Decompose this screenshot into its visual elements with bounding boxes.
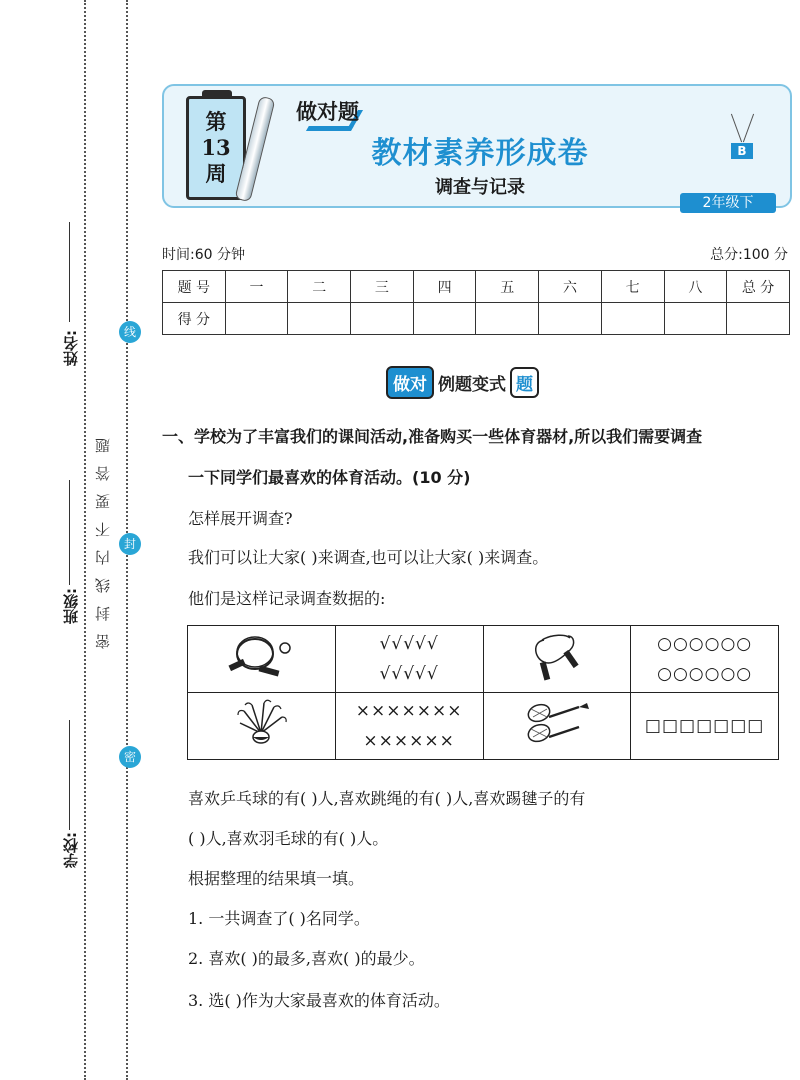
shuttlecock-tally-line: ×××××× [363, 731, 455, 751]
score-header-cell: 五 [476, 271, 539, 303]
score-cell[interactable] [664, 303, 727, 335]
score-row-label: 得 分 [163, 303, 226, 335]
score-cell[interactable] [225, 303, 288, 335]
pingpong-paddle-icon [221, 628, 301, 686]
survey-record-table [187, 625, 779, 760]
shuttlecock-tally-line: ××××××× [355, 701, 463, 721]
subquestion-2: 2. 喜欢( )的最多,喜欢( )的最少。 [188, 949, 425, 968]
score-header-cell: 六 [539, 271, 602, 303]
subquestion-1: 1. 一共调查了( )名同学。 [188, 909, 370, 928]
pingpong-tally-line: √√√√√ [379, 664, 439, 684]
section-tag-part1: 做对 [386, 366, 434, 399]
jumprope-tally-cell [631, 626, 779, 693]
brand-label: 做对题 [296, 100, 359, 124]
score-row [163, 303, 790, 335]
week-label: 第 [205, 109, 227, 134]
week-number: 13 [201, 135, 231, 160]
question-record-intro: 他们是这样记录调查数据的: [188, 589, 386, 608]
score-header-cell: 题 号 [163, 271, 226, 303]
shuttlecock-tally-cell [335, 693, 483, 760]
time-info: 时间:60 分钟 [162, 247, 245, 263]
pingpong-tally-line: √√√√√ [379, 634, 439, 654]
score-header-row [163, 271, 790, 303]
question-heading-line2: 一下同学们最喜欢的体育活动。(10 分) [188, 468, 471, 487]
seal-notice: 密封线内不要答题 [94, 425, 112, 649]
score-table [162, 270, 790, 335]
school-label: 学校: [62, 832, 80, 868]
seal-line: 线 [119, 321, 141, 343]
subquestion-3: 3. 选( )作为大家最喜欢的体育活动。 [188, 991, 450, 1010]
question-fill-instruction: 根据整理的结果填一填。 [188, 869, 365, 888]
score-cell[interactable] [413, 303, 476, 335]
score-header-cell: 三 [351, 271, 414, 303]
section-tag-part2: 例题变式 [438, 374, 506, 395]
survey-row [188, 626, 779, 693]
jumprope-tally-line: ○○○○○○ [657, 664, 753, 684]
question-heading-line1: 一、学校为了丰富我们的课间活动,准备购买一些体育器材,所以我们需要调查 [162, 427, 703, 446]
score-cell[interactable] [539, 303, 602, 335]
jump-rope-icon [522, 628, 592, 686]
name-label: 姓名: [62, 330, 80, 366]
score-cell[interactable] [727, 303, 790, 335]
score-header-cell: 四 [413, 271, 476, 303]
seal-seal: 封 [119, 533, 141, 555]
page-title: 教材素养形成卷 [371, 136, 589, 171]
score-header-cell: 八 [664, 271, 727, 303]
week-unit: 周 [205, 161, 227, 186]
survey-row [188, 693, 779, 760]
school-underline [69, 720, 70, 830]
score-cell[interactable] [351, 303, 414, 335]
jumprope-tally-line: ○○○○○○ [657, 634, 753, 654]
score-cell[interactable] [601, 303, 664, 335]
score-header-cell: 二 [288, 271, 351, 303]
question-fill-method: 我们可以让大家( )来调查,也可以让大家( )来调查。 [188, 548, 549, 567]
name-underline [69, 222, 70, 322]
badminton-tally-cell [631, 693, 779, 760]
seal-secret: 密 [119, 746, 141, 768]
total-score-info: 总分:100 分 [710, 247, 788, 263]
badminton-racket-icon [517, 695, 597, 753]
score-header-cell: 七 [601, 271, 664, 303]
shuttlecock-icon [226, 695, 296, 753]
question-fill-counts-line2: ( )人,喜欢羽毛球的有( )人。 [188, 829, 389, 848]
section-tag [386, 367, 539, 397]
score-header-cell: 总 分 [727, 271, 790, 303]
binding-line-outer [84, 0, 86, 1080]
grade-tag: 2年级下 [680, 193, 776, 213]
score-cell[interactable] [288, 303, 351, 335]
score-cell[interactable] [476, 303, 539, 335]
level-badge: B [731, 143, 753, 159]
jumprope-cell [483, 626, 631, 693]
score-header-cell: 一 [225, 271, 288, 303]
question-fill-counts-line1: 喜欢乒乓球的有( )人,喜欢跳绳的有( )人,喜欢踢毽子的有 [188, 789, 586, 808]
class-underline [69, 480, 70, 585]
class-label: 班级: [62, 588, 80, 624]
pingpong-cell [188, 626, 336, 693]
badminton-cell [483, 693, 631, 760]
section-tag-part3: 题 [510, 367, 539, 398]
badminton-tally-line: □□□□□□□ [644, 716, 765, 736]
pingpong-tally-cell [335, 626, 483, 693]
shuttlecock-cell [188, 693, 336, 760]
page-subtitle: 调查与记录 [435, 177, 525, 198]
question-prompt: 怎样展开调查? [188, 509, 293, 528]
